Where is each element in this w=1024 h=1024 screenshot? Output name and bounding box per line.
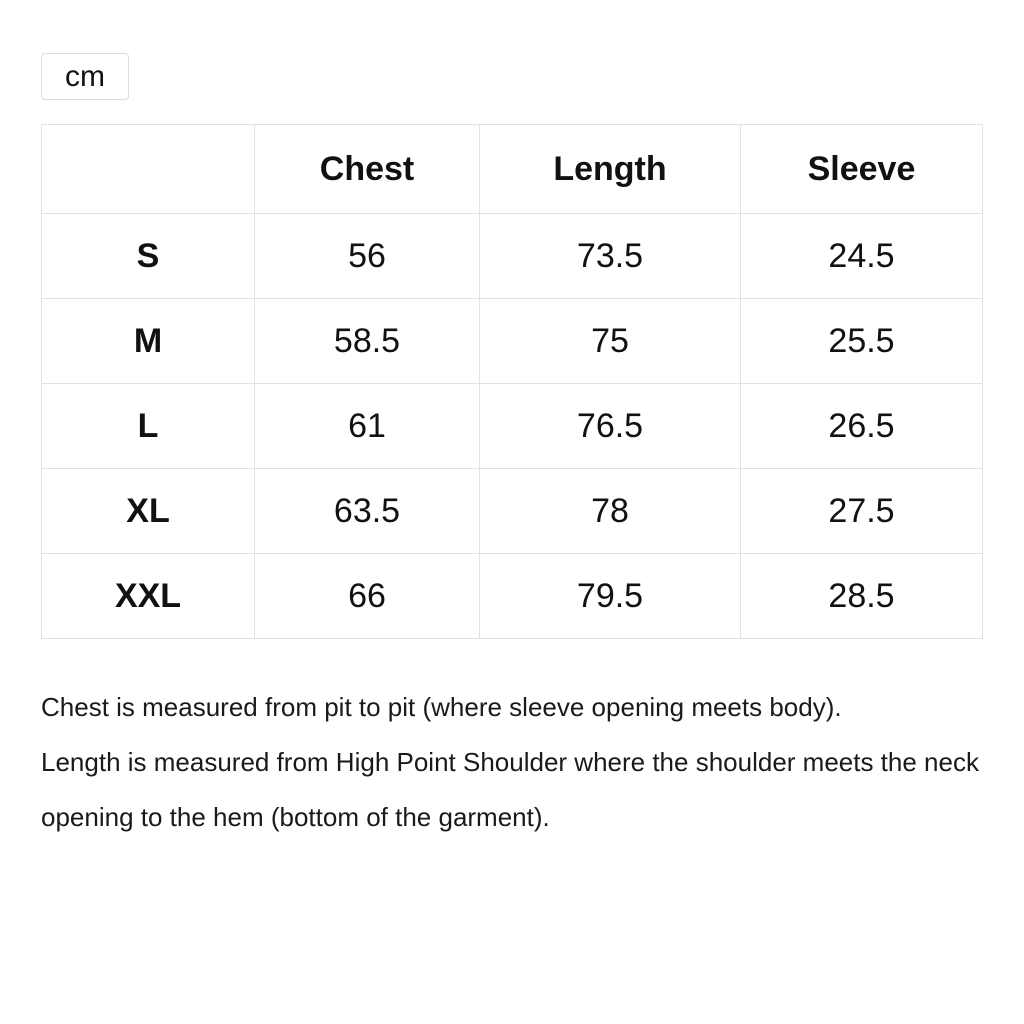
size-label: M [42, 299, 255, 384]
table-row [42, 554, 983, 639]
length-note: Length is measured from High Point Shoulder where the shoulder meets the neck opening to the hem (bottom of the garment). [41, 747, 979, 832]
size-chart-table [41, 124, 983, 639]
header-cell-chest: Chest [255, 125, 480, 214]
length-value: 78 [480, 469, 741, 554]
size-label: S [42, 214, 255, 299]
sleeve-value: 26.5 [741, 384, 983, 469]
length-value: 73.5 [480, 214, 741, 299]
size-label: L [42, 384, 255, 469]
table-row [42, 299, 983, 384]
length-value: 76.5 [480, 384, 741, 469]
length-value: 75 [480, 299, 741, 384]
length-value: 79.5 [480, 554, 741, 639]
sleeve-value: 28.5 [741, 554, 983, 639]
chest-value: 61 [255, 384, 480, 469]
chest-value: 58.5 [255, 299, 480, 384]
table-row [42, 469, 983, 554]
sleeve-value: 25.5 [741, 299, 983, 384]
table-row [42, 214, 983, 299]
chest-value: 63.5 [255, 469, 480, 554]
chest-note: Chest is measured from pit to pit (where sleeve opening meets body). [41, 692, 842, 722]
header-cell-corner [42, 125, 255, 214]
measurement-notes [41, 680, 991, 845]
chest-value: 66 [255, 554, 480, 639]
sleeve-value: 27.5 [741, 469, 983, 554]
size-label: XXL [42, 554, 255, 639]
table-row [42, 384, 983, 469]
table-header-row [42, 125, 983, 214]
header-cell-sleeve: Sleeve [741, 125, 983, 214]
header-cell-length: Length [480, 125, 741, 214]
size-label: XL [42, 469, 255, 554]
unit-badge: cm [41, 53, 129, 100]
sleeve-value: 24.5 [741, 214, 983, 299]
chest-value: 56 [255, 214, 480, 299]
